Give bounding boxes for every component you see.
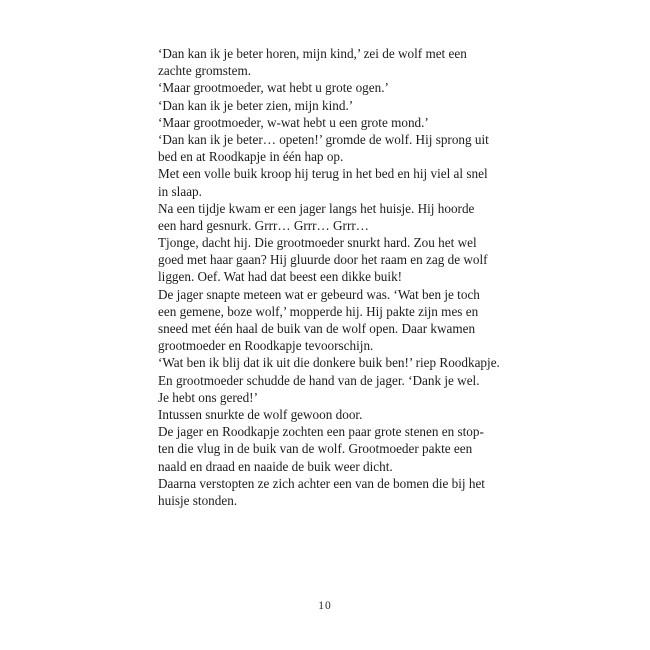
text-line: ‘Dan kan ik je beter… opeten!’ gromde de wolf. Hij sprong uit (158, 131, 489, 147)
text-line: zachte gromstem. (158, 63, 252, 79)
text-line: in slaap. (158, 183, 202, 199)
text-line: Daarna verstopten ze zich achter een van de bomen die bij het (158, 475, 485, 491)
text-line: Intussen snurkte de wolf gewoon door. (158, 406, 363, 422)
text-line: ‘Dan kan ik je beter zien, mijn kind.’ (158, 97, 354, 113)
text-line: En grootmoeder schudde de hand van de jager. ‘Dank je wel. (158, 372, 480, 388)
text-line: ‘Wat ben ik blij dat ik uit die donkere buik ben!’ riep Roodkapje. (158, 355, 500, 371)
text-line: ‘Dan kan ik je beter horen, mijn kind,’ zei de wolf met een (158, 46, 467, 61)
page-number: 10 (318, 600, 332, 612)
text-line: ten die vlug in de buik van de wolf. Grootmoeder pakte een (158, 441, 473, 457)
text-line: ‘Maar grootmoeder, wat hebt u grote ogen.’ (158, 80, 389, 96)
text-line: Na een tijdje kwam er een jager langs het huisje. Hij hoorde (158, 200, 475, 216)
text-line: ‘Maar grootmoeder, w-wat hebt u een grote mond.’ (158, 114, 429, 130)
text-line: huisje stonden. (158, 492, 238, 508)
text-line: Met een volle buik kroop hij terug in het bed en hij viel al snel (158, 166, 488, 182)
text-line: Tjonge, dacht hij. Die grootmoeder snurkt hard. Zou het wel (158, 235, 477, 251)
text-line: De jager snapte meteen wat er gebeurd was. ‘Wat ben je toch (158, 286, 480, 302)
text-line: liggen. Oef. Wat had dat beest een dikke buik! (158, 269, 403, 285)
text-line: een hard gesnurk. Grrr… Grrr… Grrr… (158, 217, 369, 233)
text-line: naald en draad en naaide de buik weer dicht. (158, 458, 393, 474)
text-line: sneed met één haal de buik van de wolf open. Daar kwamen (158, 321, 476, 336)
text-line: grootmoeder en Roodkapje tevoorschijn. (158, 338, 374, 354)
text-line: bed en at Roodkapje in één hap op. (158, 149, 344, 165)
text-line: Je hebt ons gered!’ (158, 389, 258, 405)
text-line: een gemene, boze wolf,’ mopperde hij. Hij pakte zijn mes en (158, 303, 479, 319)
text-line: goed met haar gaan? Hij gluurde door het raam en zag de wolf (158, 252, 488, 268)
text-line: De jager en Roodkapje zochten een paar grote stenen en stop- (158, 424, 484, 440)
story-text (158, 45, 498, 509)
